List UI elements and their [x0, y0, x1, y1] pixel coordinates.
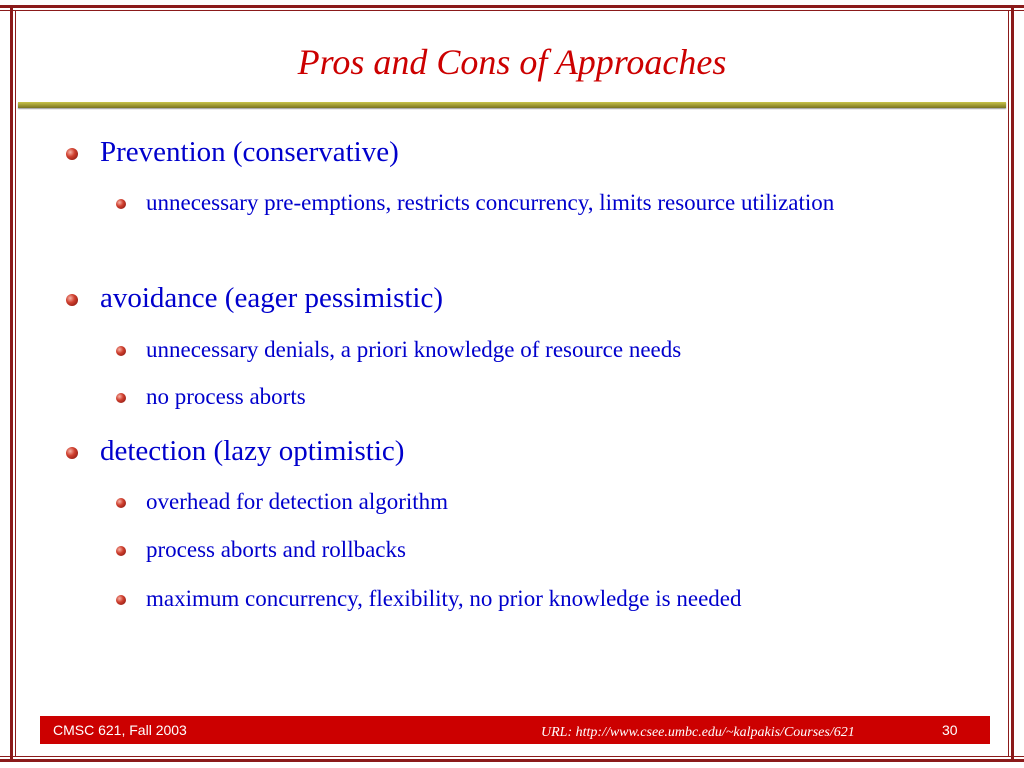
sub-item-detection-1: overhead for detection algorithm: [146, 489, 449, 514]
footer-url: URL: http://www.csee.umbc.edu/~kalpakis/Courses/621: [541, 725, 855, 740]
bullet-icon: [66, 148, 78, 160]
bullet-item-avoidance: avoidance (eager pessimistic): [100, 282, 444, 314]
bullet-icon: [66, 447, 78, 459]
frame-top-outer: [0, 5, 1024, 8]
title-divider: [18, 102, 1006, 108]
sub-item-detection-3: maximum concurrency, flexibility, no prior knowledge is needed: [146, 586, 742, 611]
sub-bullet-icon: [116, 199, 126, 209]
frame-right-inner: [1008, 10, 1009, 757]
sub-bullet-icon: [116, 498, 126, 508]
sub-bullet-icon: [116, 393, 126, 403]
frame-right-outer: [1011, 5, 1014, 762]
bullet-item-prevention: Prevention (conservative): [100, 136, 399, 168]
bullet-item-detection: detection (lazy optimistic): [100, 435, 405, 467]
sub-item-detection-2: process aborts and rollbacks: [146, 537, 406, 562]
frame-top-inner: [0, 10, 1024, 11]
frame-left-outer: [10, 5, 13, 762]
sub-item-avoidance-2: no process aborts: [146, 384, 306, 409]
sub-item-prevention-1: unnecessary pre-emptions, restricts concurrency, limits resource utilization: [146, 190, 835, 215]
slide-title: Pros and Cons of Approaches: [297, 42, 727, 82]
footer-page-number: 30: [942, 722, 958, 738]
sub-bullet-icon: [116, 546, 126, 556]
bullet-icon: [66, 294, 78, 306]
sub-bullet-icon: [116, 346, 126, 356]
frame-bottom-outer: [0, 759, 1024, 762]
sub-item-avoidance-1: unnecessary denials, a priori knowledge of resource needs: [146, 337, 682, 362]
sub-bullet-icon: [116, 595, 126, 605]
frame-left-inner: [15, 10, 16, 757]
frame-bottom-inner: [0, 756, 1024, 757]
footer-course: CMSC 621, Fall 2003: [53, 722, 187, 738]
